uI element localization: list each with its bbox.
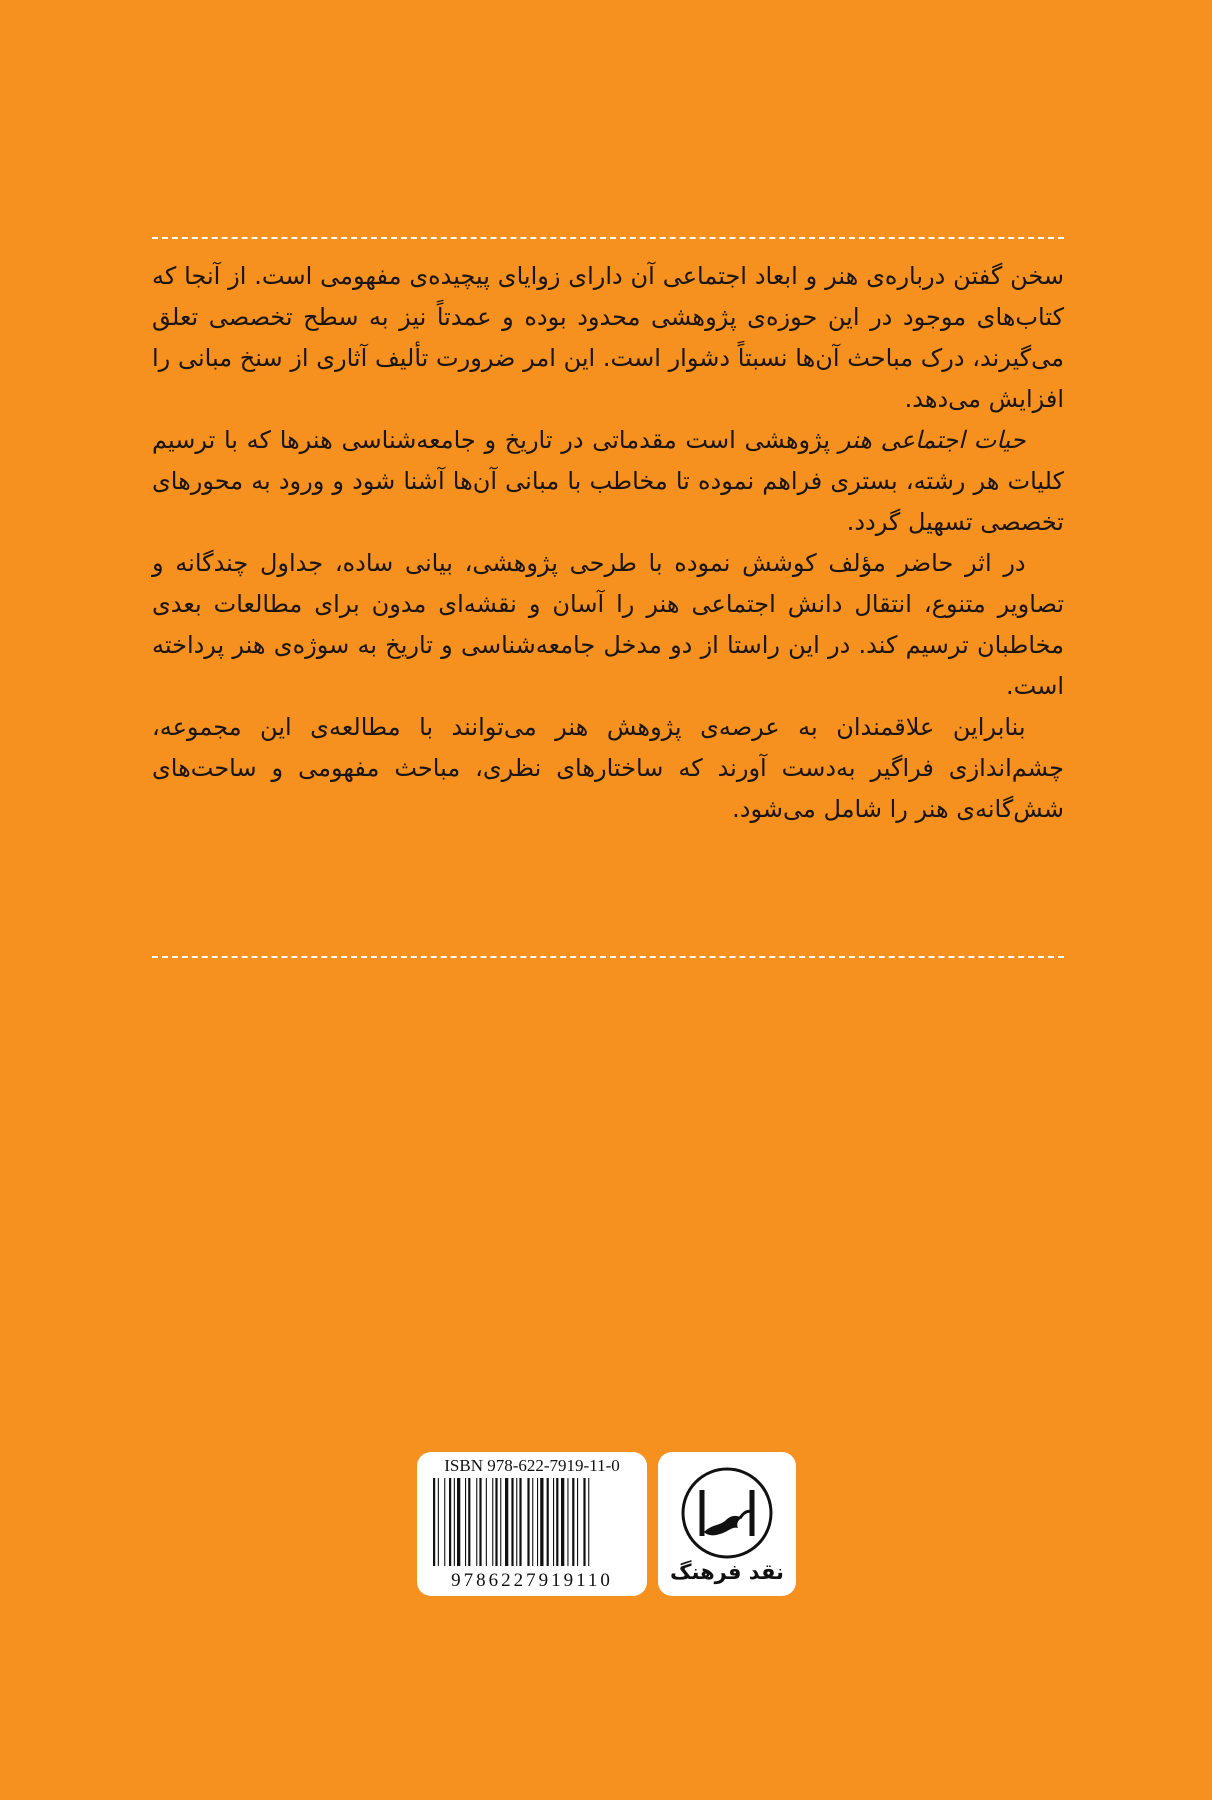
back-cover-blurb [152,256,1064,830]
publisher-name: نقد فرهنگ [670,1560,784,1584]
top-dashed-divider [152,237,1064,239]
barcode-graphic [433,1478,631,1566]
book-title-italic: حیات اجتماعی هنر [838,426,1026,454]
isbn-label: ISBN 978-622-7919-11-0 [444,1456,620,1475]
isbn-barcode-box [417,1452,647,1596]
publisher-logo-box [658,1452,796,1596]
blurb-paragraph-2 [152,420,1064,543]
circle-bird-logo-icon [680,1466,774,1560]
bottom-dashed-divider [152,956,1064,958]
blurb-paragraph-2-text: پژوهشی است مقدماتی در تاریخ و جامعه‌شناسی هنرها که با ترسیم کلیات هر رشته، بستری فراهم نموده تا مخاطب با مبانی آن‌ها آشنا شود و ورود به محورهای تخصصی تسهیل گردد. [152,426,1064,536]
blurb-paragraph-1: سخن گفتن درباره‌ی هنر و ابعاد اجتماعی آن دارای زوایای پیچیده‌ی مفهومی است. از آنجا که کتاب‌های موجود در این حوزه‌ی پژوهشی محدود بوده و عمدتاً نیز به سطح تخصصی تعلق می‌گیرند، درک مباحث آن‌ها نسبتاً دشوار است. این امر ضرورت تألیف آثاری از سنخ مبانی را افزایش می‌دهد. [152,262,1064,413]
blurb-paragraph-4: بنابراین علاقمندان به عرصه‌ی پژوهش هنر می‌توانند با مطالعه‌ی این مجموعه، چشم‌اندازی فراگیر به‌دست آورند که ساختارهای نظری، مباحث مفهومی و ساحت‌های شش‌گانه‌ی هنر را شامل می‌شود. [152,713,1064,823]
blurb-paragraph-3: در اثر حاضر مؤلف کوشش نموده با طرحی پژوهشی، بیانی ساده، جداول چندگانه و تصاویر متنوع، انتقال دانش اجتماعی هنر را آسان و نقشه‌ای مدون برای مطالعات بعدی مخاطبان ترسیم کند. در این راستا از دو مدخل جامعه‌شناسی و تاریخ به سوژه‌ی هنر پرداخته است. [152,549,1064,700]
barcode-digits: 9786227919110 [451,1570,613,1591]
